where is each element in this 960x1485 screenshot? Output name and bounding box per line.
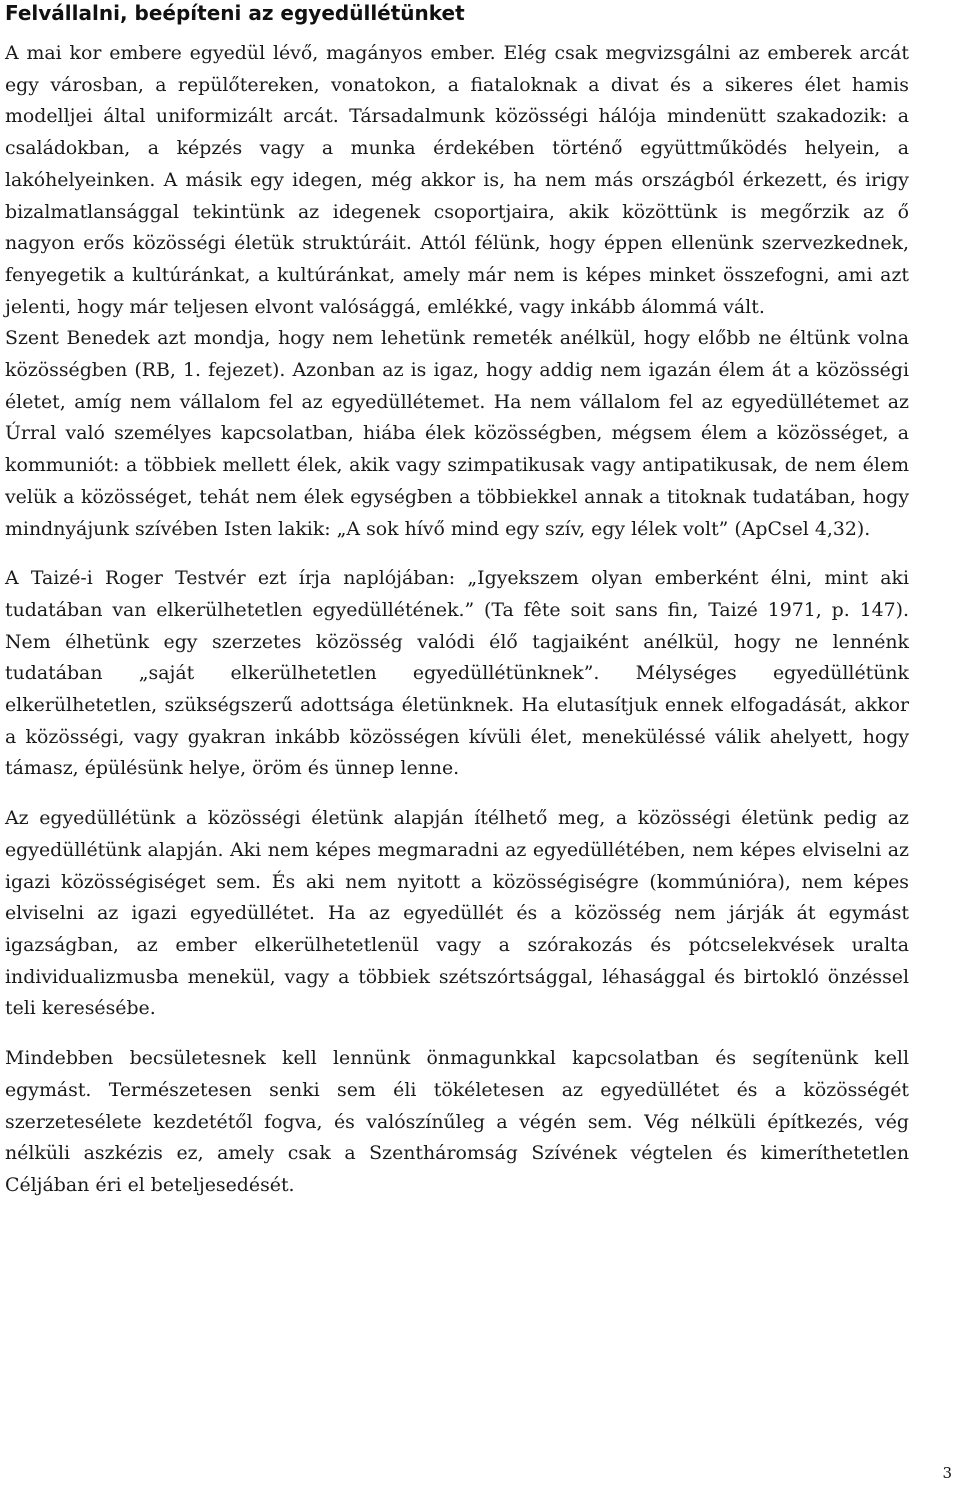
- paragraph-2: Szent Benedek azt mondja, hogy nem lehetünk remeték anélkül, hogy előbb ne éltünk volna közösségben (RB, 1. fejezet). Azonban az is igaz, hogy addig nem igazán élem át a közösségi életet, amíg nem vállalom fel az egyedüllétemet. Ha nem vállalom fel az egyedüllétemet az Úrral való személyes kapcsolatban, hiába élek közösségben, mégsem élem a közösséget, a kommuniót: a többiek mellett élek, akik vagy szimpatikusak vagy antipatikusak, de nem élem velük a közösséget, tehát nem élek egységben a többiekkel annak a titoknak tudatában, hogy mindnyájunk szívében Isten lakik: „A sok hívő mind egy szív, egy lélek volt” (ApCsel 4,32).: [5, 327, 909, 540]
- paragraph-4: Az egyedüllétünk a közösségi életünk alapján ítélhető meg, a közösségi életünk pedig az egyedüllétünk alapján. Aki nem képes megmaradni az egyedüllétében, nem képes elviselni az igazi közösségiséget sem. És aki nem nyitott a közösségiségre (kommúnióra), nem képes elviselni az igazi egyedüllétet. Ha az egyedüllét és a közösség nem járják át egymást igazságban, az ember elkerülhetetlenül vagy a szórakozás és pótcselekvések uralta individualizmusba menekül, vagy a többiek szétszórtsággal, léhasággal és birtokló önzéssel teli keresésébe.: [5, 807, 909, 1020]
- paragraph-3: A Taizé-i Roger Testvér ezt írja naplójában: „Igyekszem olyan emberként élni, mint aki tudatában van elkerülhetetlen egyedüllétének.” (Ta fête soit sans fin, Taizé 1971, p. 147). Nem élhetünk egy szerzetes közösség valódi élő tagjaiként anélkül, hogy ne lennénk tudatában „saját elkerülhetetlen egyedüllétünknek”. Mélységes egyedüllétünk elkerülhetetlen, szükségszerű adottsága életünknek. Ha elutasítjuk ennek elfogadását, akkor a közösségi, vagy gyakran inkább közösségen kívüli élet, meneküléssé válik ahelyett, hogy támasz, épülésünk helye, öröm és ünnep lenne.: [5, 567, 909, 780]
- document-title: Felvállalni, beépíteni az egyedüllétünket: [5, 1, 465, 25]
- paragraph-1: A mai kor embere egyedül lévő, magányos ember. Elég csak megvizsgálni az emberek arcát egy városban, a repülőtereken, vonatokon, a fiataloknak a divat és a sikeres élet hamis modelljei által uniformizált arcát. Társadalmunk közösségi hálója mindenütt szakadozik: a családokban, a képzés vagy a munka érdekében történő együttműködés helyein, a lakóhelyeinken. A másik egy idegen, még akkor is, ha nem más országból érkezett, és irigy bizalmatlansággal tekintünk az idegenek csoportjaira, akik közöttünk is megőrzik az ő nagyon erős közösségi életük struktúráit. Attól félünk, hogy éppen ellenünk szervezkednek, fenyegetik a kultúránkat, a kultúránkat, amely már nem is képes minket összefogni, ami azt jelenti, hogy már teljesen elvont valósággá, emlékké, vagy inkább álommá vált.: [5, 42, 909, 318]
- paragraph-5: Mindebben becsületesnek kell lennünk önmagunkkal kapcsolatban és segítenünk kell egymást. Természetesen senki sem éli tökéletesen az egyedüllétet és a közösségét szerzetesélete kezdetétől fogva, és valószínűleg a végén sem. Vég nélküli építkezés, vég nélküli aszkézis ez, amely csak a Szentháromság Szívének végtelen és kimeríthetetlen Céljában éri el beteljesedését.: [5, 1047, 909, 1196]
- document-body: [5, 0, 909, 1202]
- page-number: 3: [942, 1464, 952, 1482]
